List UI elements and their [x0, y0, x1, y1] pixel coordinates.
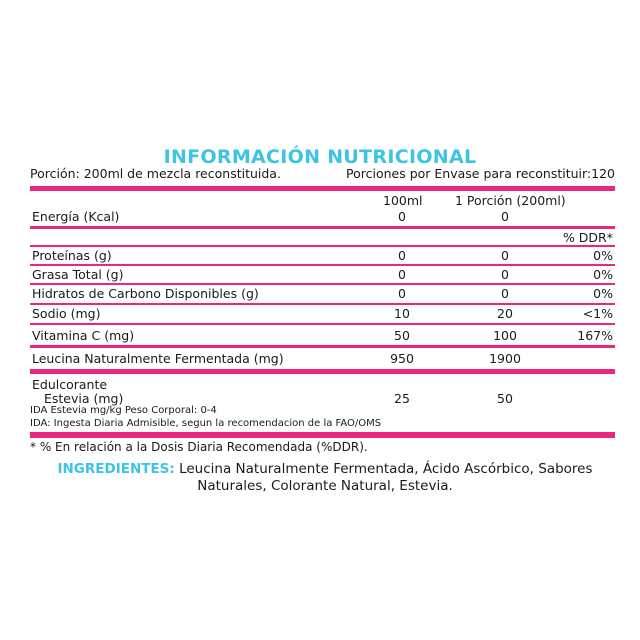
- table-row: [30, 286, 615, 304]
- value-portion: 0: [501, 267, 509, 282]
- value-ddr: 167%: [577, 328, 613, 343]
- row-label: Hidratos de Carbono Disponibles (g): [32, 286, 259, 301]
- header-ddr: % DDR*: [562, 230, 613, 245]
- value-100ml: 0: [398, 286, 406, 301]
- value-100ml: 0: [398, 209, 406, 224]
- value-ddr: <1%: [582, 306, 613, 321]
- ddr-header-row: [30, 230, 615, 248]
- row-label: Vitamina C (mg): [32, 328, 135, 343]
- value-portion: 0: [501, 248, 509, 263]
- row-label: Proteínas (g): [32, 248, 112, 263]
- value-100ml: 25: [394, 391, 410, 406]
- table-row: [30, 248, 615, 266]
- header-100ml: 100ml: [383, 193, 423, 208]
- value-100ml: 50: [394, 328, 410, 343]
- row-label: Sodio (mg): [32, 306, 101, 321]
- ddr-note: * % En relación a la Dosis Diaria Recomendada (%DDR).: [30, 440, 368, 454]
- divider-bar: [30, 186, 615, 191]
- value-ddr: 0%: [593, 267, 613, 282]
- value-100ml: 10: [394, 306, 410, 321]
- portion-size: Porción: 200ml de mezcla reconstituida.: [30, 166, 281, 181]
- servings-per-container: Porciones por Envase para reconstituir:120: [346, 166, 615, 181]
- value-portion: 1900: [489, 351, 521, 366]
- value-100ml: 0: [398, 267, 406, 282]
- table-title: INFORMACIÓN NUTRICIONAL: [163, 146, 477, 168]
- header-portion: 1 Porción (200ml): [455, 193, 566, 208]
- divider-bar: [30, 369, 615, 374]
- value-100ml: 0: [398, 248, 406, 263]
- portion-info: [30, 166, 615, 181]
- table-row: [30, 328, 615, 346]
- value-ddr: 0%: [593, 286, 613, 301]
- row-label: Leucina Naturalmente Fermentada (mg): [32, 351, 284, 366]
- table-row: [30, 267, 615, 285]
- value-portion: 50: [497, 391, 513, 406]
- footnote-ida: IDA Estevia mg/kg Peso Corporal: 0-4: [30, 405, 217, 416]
- table-row: [30, 306, 615, 324]
- row-label: Grasa Total (g): [32, 267, 124, 282]
- sweetener-label: Edulcorante: [32, 377, 108, 392]
- value-portion: 20: [497, 306, 513, 321]
- row-label: Estevia (mg): [44, 391, 124, 406]
- value-portion: 0: [501, 209, 509, 224]
- divider-bar: [30, 432, 615, 438]
- footnote-ida-definition: IDA: Ingesta Diaria Admisible, segun la recomendacion de la FAO/OMS: [30, 418, 382, 429]
- value-ddr: 0%: [593, 248, 613, 263]
- value-portion: 0: [501, 286, 509, 301]
- ingredients-label: INGREDIENTES:: [57, 461, 175, 477]
- value-portion: 100: [493, 328, 517, 343]
- ingredients: [45, 461, 605, 495]
- row-label: Energía (Kcal): [32, 209, 120, 224]
- ingredients-text: Leucina Naturalmente Fermentada, Ácido Ascórbico, Sabores Naturales, Colorante Natural, Estevia.: [174, 461, 593, 494]
- table-row: [30, 351, 615, 369]
- value-100ml: 950: [390, 351, 414, 366]
- table-row: [30, 209, 615, 227]
